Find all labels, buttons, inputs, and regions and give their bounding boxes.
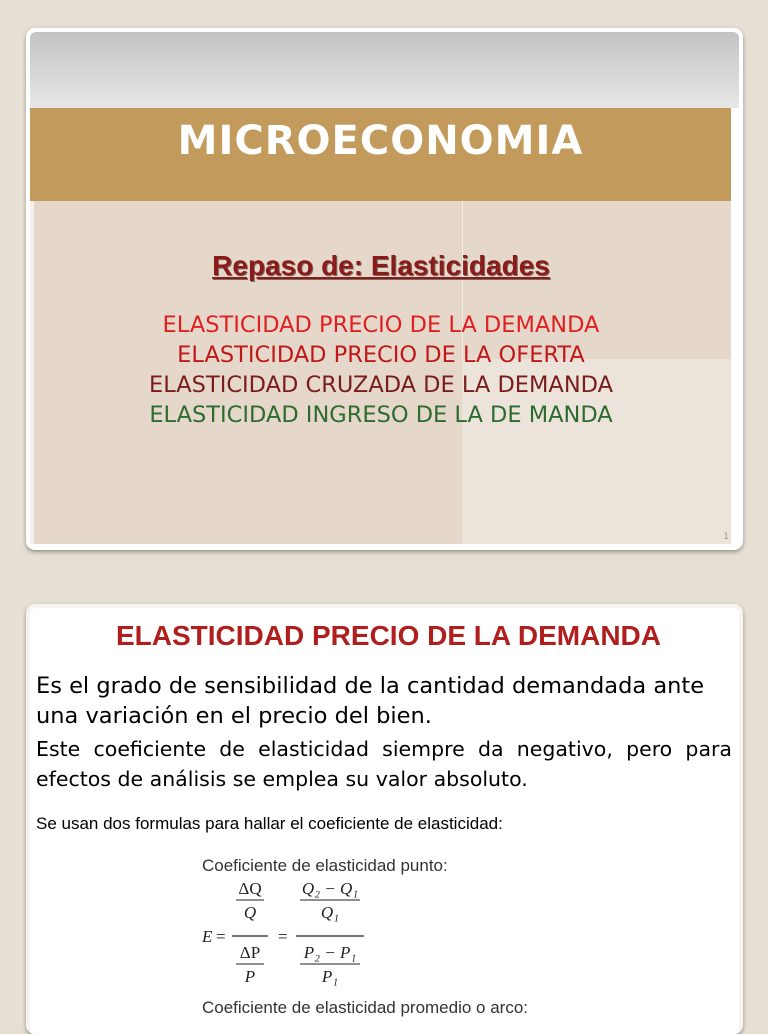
list-item: ELASTICIDAD PRECIO DE LA OFERTA (177, 342, 585, 368)
formula-intro: Se usan dos formulas para hallar el coeficiente de elasticidad: (36, 814, 503, 833)
formula-dQ: ΔQ (238, 880, 262, 898)
elasticity-list (26, 310, 736, 430)
formula-E: E (202, 927, 213, 946)
list-item: ELASTICIDAD PRECIO DE LA DEMANDA (162, 312, 600, 338)
formula-image (200, 856, 600, 1034)
formula-P: P (244, 967, 256, 986)
formula-p1: P₁ (321, 967, 339, 986)
note-paragraph: Este coeficiente de elasticidad siempre da negativo, pero para efectos de análisis se emplea su valor absoluto. (36, 737, 732, 791)
formula-p2-minus-p1: P₂ − P₁ (303, 943, 357, 962)
svg-text:=: = (278, 927, 288, 946)
slide-heading: ELASTICIDAD PRECIO DE LA DEMANDA (116, 620, 661, 651)
formula-q1: Q₁ (320, 903, 340, 922)
slide-1 (26, 28, 743, 550)
formula-label-arc: Coeficiente de elasticidad promedio o arco: (202, 998, 529, 1017)
slide-subtitle: Repaso de: Elasticidades (212, 250, 550, 281)
formula-Q: Q (243, 903, 257, 922)
list-item: ELASTICIDAD INGRESO DE LA DE MANDA (149, 402, 613, 428)
header-band (30, 32, 739, 108)
svg-text:=: = (216, 927, 226, 946)
slide-body (30, 608, 739, 1034)
slide-title: MICROECONOMIA (177, 118, 584, 164)
slide-2 (26, 604, 743, 1034)
definition-paragraph: Es el grado de sensibilidad de la cantidad demandada ante una variación en el precio del bien. (36, 673, 705, 729)
formula-q2-minus-q1: Q₂ − Q₁ (301, 880, 359, 898)
formula-dP: ΔP (239, 943, 261, 962)
formula-label-point: Coeficiente de elasticidad punto: (202, 856, 448, 875)
slide-number: 1 (723, 532, 729, 542)
point-elasticity-formula (200, 880, 600, 1010)
list-item: ELASTICIDAD CRUZADA DE LA DEMANDA (149, 372, 613, 398)
title-band (30, 108, 731, 201)
